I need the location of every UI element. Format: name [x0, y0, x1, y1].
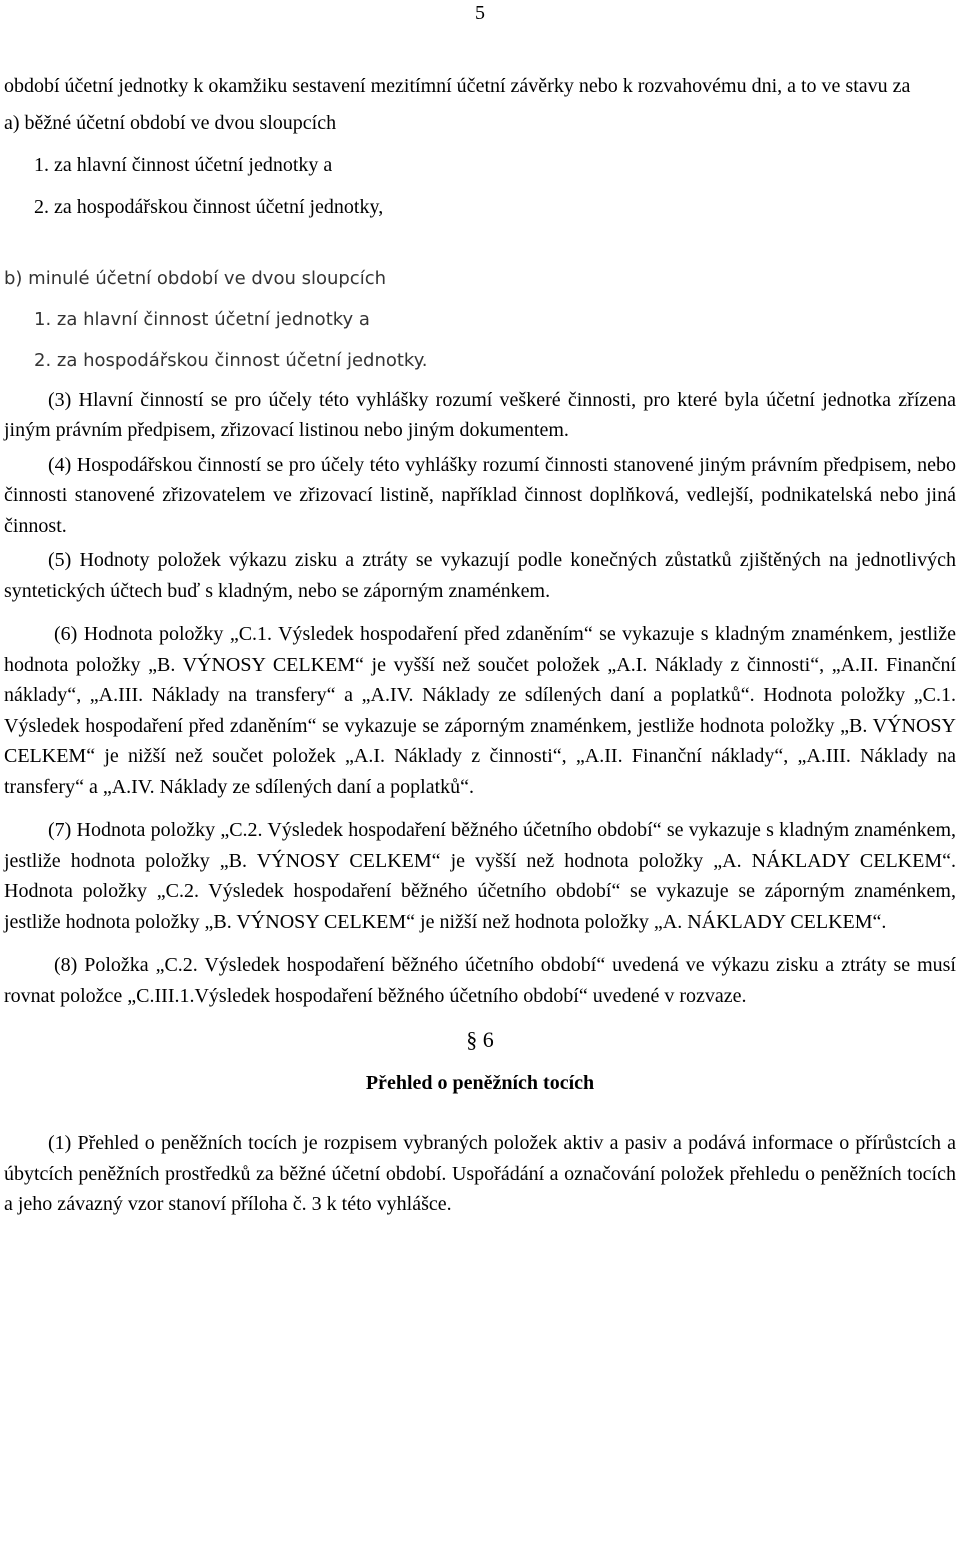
list-item-b1: 1. za hlavní činnost účetní jednotky a [34, 308, 370, 330]
paragraph-4: (4) Hospodářskou činností se pro účely této vyhlášky rozumí činnosti stanovené jiným právním předpisem, nebo činnosti stanovené zřizovatelem ve zřizovací listině, například činnost doplňková, vedlejší, podnikatelská nebo jiná činnost. [4, 453, 956, 537]
paragraph-5: (5) Hodnoty položek výkazu zisku a ztráty se vykazují podle konečných zůstatků zjištěných na jednotlivých syntetických účtech buď s kladným, nebo se záporným znaménkem. [4, 549, 956, 602]
list-item-b: b) minulé účetní období ve dvou sloupcích [4, 267, 387, 289]
list-b [4, 258, 956, 381]
list-item-b2: 2. za hospodářskou činnost účetní jednotky. [34, 349, 428, 371]
section-heading: Přehled o peněžních tocích [365, 1071, 595, 1094]
page-number: 5 [475, 2, 485, 24]
section-paragraph-1: (1) Přehled o peněžních tocích je rozpisem vybraných položek aktiv a pasiv a podává informace o přírůstcích a úbytcích peněžních prostředků za běžné účetní období. Uspořádání a označování položek přehledu o peněžních tocích a jeho závazný vzor stanoví příloha č. 3 k této vyhlášce. [4, 1132, 956, 1215]
document-body [4, 71, 956, 1220]
paragraph-8: (8) Položka „C.2. Výsledek hospodaření běžného účetního období“ uvedená ve výkazu zisku a ztráty se musí rovnat položce „C.III.1.Výsledek hospodaření běžného účetního období“ uvedené v rozvaze. [4, 954, 956, 1007]
list-a [4, 102, 956, 228]
list-item-a1: 1. za hlavní činnost účetní jednotky a [34, 153, 333, 176]
paragraph-3: (3) Hlavní činností se pro účely této vyhlášky rozumí veškeré činnosti, pro které byla účetní jednotka zřízena jiným právním předpisem, zřizovací listinou nebo jiným dokumentem. [4, 388, 956, 441]
section-mark: § 6 [466, 1027, 494, 1052]
list-item-a2: 2. za hospodářskou činnost účetní jednotky, [34, 195, 384, 218]
paragraph-6: (6) Hodnota položky „C.1. Výsledek hospodaření před zdaněním“ se vykazuje s kladným znaménkem, jestliže hodnota položky „B. VÝNOSY CELKEM“ je vyšší než součet položek „A.I. Náklady z činnosti“, „A.II. Finanční náklady“, „A.III. Náklady na transfery“ a „A.IV. Náklady ze sdílených daní a poplatků“. Hodnota položky „C.1. Výsledek hospodaření před zdaněním“ se vykazuje se záporným znaménkem, jestliže hodnota položky „B. VÝNOSY CELKEM“ je nižší než součet položek „A.I. Náklady z činnosti“, „A.II. Finanční náklady“, „A.III. Náklady na transfery“ a „A.IV. Náklady ze sdílených daní a poplatků“. [4, 623, 956, 798]
paragraph-7: (7) Hodnota položky „C.2. Výsledek hospodaření běžného účetního období“ se vykazuje s kladným znaménkem, jestliže hodnota položky „B. VÝNOSY CELKEM“ je vyšší než hodnota položky „A. NÁKLADY CELKEM“. Hodnota položky „C.2. Výsledek hospodaření běžného účetního období“ se vykazuje se záporným znaménkem, jestliže hodnota položky „B. VÝNOSY CELKEM“ je nižší než hodnota položky „A. NÁKLADY CELKEM“. [4, 819, 956, 933]
intro-text: období účetní jednotky k okamžiku sestavení mezitímní účetní závěrky nebo k rozvahovému dni, a to ve stavu za [4, 75, 911, 97]
list-item-a: a) běžné účetní období ve dvou sloupcích [4, 111, 337, 134]
